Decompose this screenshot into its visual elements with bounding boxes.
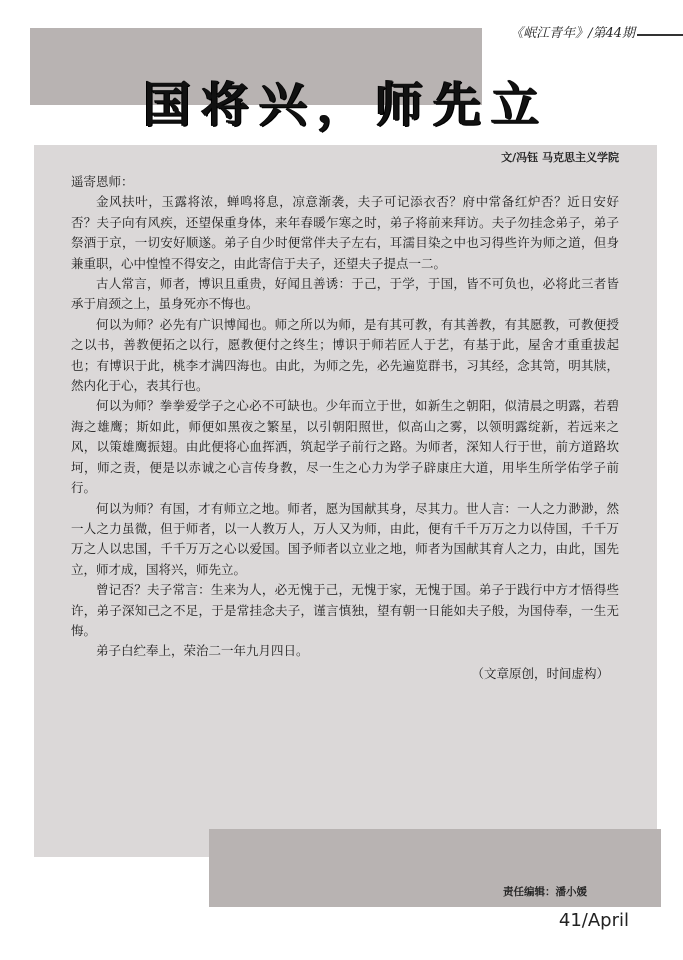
- journal-issue: 《岷江青年》/第44期: [510, 26, 635, 41]
- page-number: 41/April: [558, 910, 629, 931]
- article-author: 文/冯钰 马克思主义学院: [501, 151, 619, 164]
- article-title: 国将兴，师先立: [142, 77, 549, 133]
- signature: 弟子白纻奉上，荣治二一年九月四日。: [96, 643, 309, 659]
- paragraph: 古人常言，师者，博识且重贵，好闻且善诱：于己，于学，于国，皆不可负也，必将此三者皆承于肩颈之上，虽身死亦不悔也。: [71, 276, 619, 312]
- paragraph: 金风扶叶，玉露将浓，蝉鸣将息，凉意渐袭，夫子可记添衣否？府中常备红炉否？近日安好否？夫子向有风疾，还望保重身体，来年春暖乍寒之时，弟子将前来拜访。夫子勿挂念弟子，弟子祭酒于京，一切安好顺遂。弟子自少时便常伴夫子左右，耳濡目染之中也习得些许为师之道，但身兼重职，心中惶惶不得安之，由此寄信于夫子，还望夫子提点一二。: [71, 194, 619, 271]
- article-note: （文章原创，时间虚构）: [471, 665, 609, 681]
- paragraph: 何以为师？拳拳爱学子之心必不可缺也。少年而立于世，如新生之朝阳，似清晨之明露，若碧海之雄鹰；斯如此，师便如黑夜之繁星，以引朝阳照世，似高山之雾，以领明露绽新，若远来之风，以策雄鹰振翅。由此便将心血挥洒，筑起学子前行之路。为师者，深知人行于世，前方道路坎坷，师之责，便是以赤诚之心言传身教，尽一生之心力为学子辟康庄大道，用毕生所学佑学子前行。: [71, 398, 619, 496]
- paragraph: 曾记否？夫子常言：生来为人，必无愧于己，无愧于家，无愧于国。弟子于践行中方才悟得些许，弟子深知己之不足，于是常挂念夫子，谨言慎独，望有朝一日能如夫子般，为国侍奉，一生无悔。: [71, 582, 619, 638]
- responsible-editor: 责任编辑：潘小媛: [503, 886, 587, 898]
- paragraph: 何以为师？必先有广识博闻也。师之所以为师，是有其可教，有其善教，有其愿教，可教便授之以书，善教便拓之以行，愿教便付之终生；博识于师若匠人于艺，有基于此，屋舍才重重拔起也；有博识于此，桃李才满四海也。由此，为师之先，必先遍览群书，习其经，念其笥，明其牍，然内化于心，表其行也。: [71, 316, 619, 394]
- footer-banner-block: [209, 829, 661, 907]
- paragraph: 何以为师？有国，才有师立之地。师者，愿为国献其身，尽其力。世人言：一人之力渺渺，然一人之力虽微，但于师者，以一人教万人，万人又为师，由此，便有千千万万之力以侍国，千千万万之人以忠国，千千万万之心以爱国。国予师者以立业之地，师者为国献其育人之力，由此，国先立，师才成，国将兴，师先立。: [71, 500, 619, 577]
- header-rule: [637, 34, 683, 36]
- greeting: 遥寄恩师：: [71, 174, 134, 189]
- article-body: [71, 172, 619, 684]
